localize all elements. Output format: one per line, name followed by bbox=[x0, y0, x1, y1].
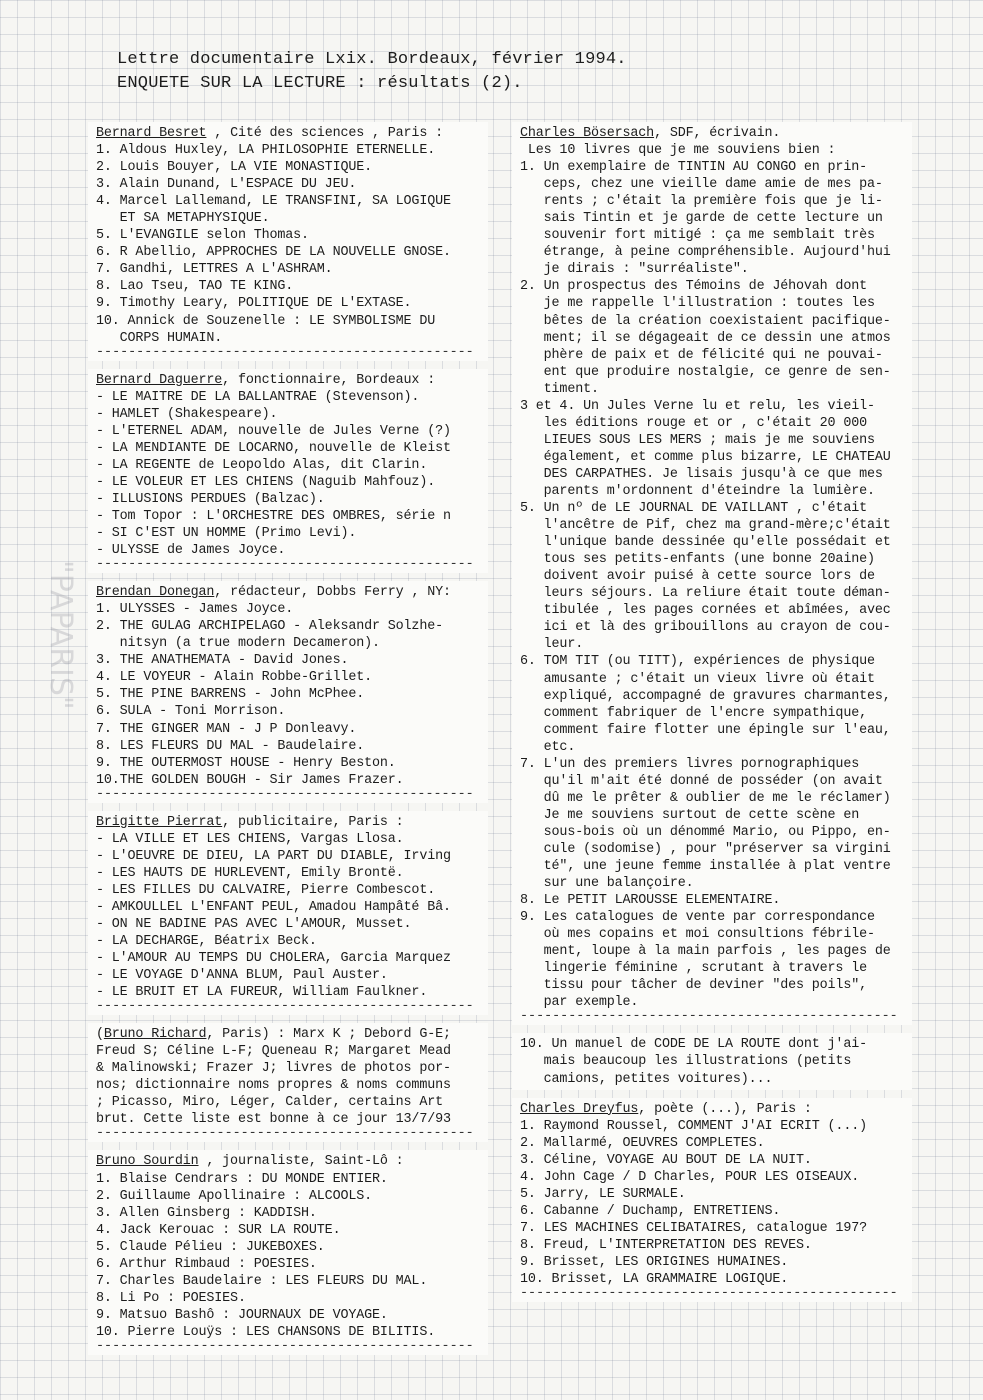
book-list-line: nitsyn (a true modern Decameron). bbox=[96, 636, 380, 652]
separator-line: ----------------------------------------------- bbox=[96, 1001, 474, 1014]
book-list-line: les éditions rouge et or , c'était 20 000 bbox=[520, 415, 867, 431]
book-list-line: 8. Lao Tseu, TAO TE KING. bbox=[96, 279, 294, 295]
book-list-line: leur. bbox=[520, 637, 584, 653]
book-list-line: 10. Pierre Louÿs : LES CHANSONS DE BILITIS. bbox=[96, 1324, 436, 1340]
respondent-description: , SDF, écrivain. bbox=[654, 126, 781, 141]
book-list-line: - LE BRUIT ET LA FUREUR, William Faulkner. bbox=[96, 985, 428, 1001]
book-list-line: 6. SULA - Toni Morrison. bbox=[96, 704, 286, 720]
book-list-line: & Malinowski; Frazer J; livres de photos por- bbox=[96, 1061, 451, 1077]
book-list-line: comment fabriquer de l'encre sympathique, bbox=[520, 705, 867, 721]
book-list-line: parents m'ordonnent d'éteindre la lumière. bbox=[520, 483, 875, 499]
book-list-line: 1. ULYSSES - James Joyce. bbox=[96, 602, 294, 618]
book-list-line: - LE VOYAGE D'ANNA BLUM, Paul Auster. bbox=[96, 968, 388, 984]
book-list-line: 4. LE VOYEUR - Alain Robbe-Grillet. bbox=[96, 670, 372, 686]
respondent-name: Bruno Sourdin bbox=[96, 1154, 199, 1170]
respondent-description: , publicitaire, Paris : bbox=[222, 814, 404, 830]
book-list-line: ; Picasso, Miro, Léger, Calder, certains Art bbox=[96, 1095, 443, 1111]
book-list-line: - Tom Topor : L'ORCHESTRE DES OMBRES, série n bbox=[96, 508, 451, 524]
separator-line: ----------------------------------------------- bbox=[520, 1288, 898, 1301]
book-list-line: Je me souviens surtout de cette scène en bbox=[520, 807, 860, 823]
respondent-entry bbox=[88, 369, 488, 574]
respondent-name: Bernard Besret bbox=[96, 126, 207, 141]
book-list-line: Les 10 livres que je me souviens bien : bbox=[520, 143, 836, 159]
respondent-description: , Paris) : Marx K ; Debord G-E; bbox=[206, 1027, 451, 1043]
book-list-line: 5. THE PINE BARRENS - John McPhee. bbox=[96, 687, 365, 703]
book-list-line: 4. John Cage / D Charles, POUR LES OISEAUX. bbox=[520, 1169, 860, 1185]
respondent-entry bbox=[88, 122, 488, 361]
book-list-line: - SI C'EST UN HOMME (Primo Levi). bbox=[96, 526, 357, 542]
book-list-line: - LES HAUTS DE HURLEVENT, Emily Brontë. bbox=[96, 865, 404, 881]
book-list-line: phère de paix et de félicité qui ne pouvai- bbox=[520, 347, 883, 363]
book-list-line: ment; il se dégageait de ce dessin une atmos bbox=[520, 330, 891, 346]
book-list-line: 8. Li Po : POESIES. bbox=[96, 1290, 246, 1306]
respondent-description: , journaliste, Saint-Lô : bbox=[198, 1154, 404, 1170]
respondent-entry bbox=[512, 1098, 912, 1303]
book-list-line: amusante ; c'était un vieux livre où était bbox=[520, 671, 875, 687]
book-list-line: 5. Un nº de LE JOURNAL DE VAILLANT , c'était bbox=[520, 501, 867, 517]
book-list-line: bêtes de la création coexistaient pacifique- bbox=[520, 313, 891, 329]
book-list-line: - L'AMOUR AU TEMPS DU CHOLERA, Garcia Marquez bbox=[96, 951, 451, 967]
book-list-line: 3. THE ANATHEMATA - David Jones. bbox=[96, 653, 349, 669]
respondent-heading bbox=[96, 372, 482, 389]
book-list-line: 2. Guillaume Apollinaire : ALCOOLS. bbox=[96, 1188, 372, 1204]
respondent-heading bbox=[96, 1153, 482, 1170]
book-list-line: ici et là des gribouillons au crayon de cou- bbox=[520, 620, 891, 636]
book-list-line: qu'il m'ait été donné de posséder (on avait bbox=[520, 773, 883, 789]
book-list-line: 2. Un prospectus des Témoins de Jéhovah dont bbox=[520, 279, 867, 295]
book-list-line: tissu pour tâcher de deviner "des poils", bbox=[520, 978, 867, 994]
book-list-line: également, et comme plus bizarre, LE CHATEAU bbox=[520, 449, 891, 465]
book-list-line: 7. Charles Baudelaire : LES FLEURS DU MAL. bbox=[96, 1273, 428, 1289]
book-list-line: LIEUES SOUS LES MERS ; mais je me souviens bbox=[520, 432, 875, 448]
book-list-line: je dirais : "surréaliste". bbox=[520, 262, 749, 278]
separator-line: ----------------------------------------------- bbox=[520, 1011, 898, 1024]
book-list-line: 6. TOM TIT (ou TITT), expériences de physique bbox=[520, 654, 875, 670]
separator-line: ----------------------------------------------- bbox=[96, 1128, 474, 1141]
respondent-description: , Cité des sciences , Paris : bbox=[206, 126, 443, 141]
respondent-heading bbox=[96, 814, 482, 831]
book-list-line: - LES FILLES DU CALVAIRE, Pierre Combescot. bbox=[96, 882, 436, 898]
book-list-line: 3. Céline, VOYAGE AU BOUT DE LA NUIT. bbox=[520, 1152, 812, 1168]
respondent-name: Brendan Donegan bbox=[96, 585, 215, 601]
book-list-line: 10. Un manuel de CODE DE LA ROUTE dont j'ai- bbox=[520, 1037, 867, 1053]
book-list-line: étrange, à peine compréhensible. Aujourd'hui bbox=[520, 245, 891, 261]
separator-line: ----------------------------------------------- bbox=[96, 1341, 474, 1353]
respondent-name: Charles Bösersach bbox=[520, 126, 655, 141]
book-list-line: camions, petites voitures)... bbox=[520, 1071, 773, 1087]
book-list-line: mais beaucoup les illustrations (petits bbox=[520, 1054, 852, 1070]
book-list-line: 8. Le PETIT LAROUSSE ELEMENTAIRE. bbox=[520, 893, 781, 909]
book-list-line: 4. Jack Kerouac : SUR LA ROUTE. bbox=[96, 1222, 341, 1238]
book-list-line: leurs séjours. La reliure était toute déman- bbox=[520, 586, 891, 602]
letter-title: Lettre documentaire Lxix. Bordeaux, février 1994. bbox=[117, 50, 627, 69]
book-list-line: 1. Blaise Cendrars : DU MONDE ENTIER. bbox=[96, 1171, 388, 1187]
book-list-line: - LE MAITRE DE LA BALLANTRAE (Stevenson). bbox=[96, 389, 420, 405]
book-list-line: 1. Un exemplaire de TINTIN AU CONGO en prin- bbox=[520, 160, 867, 176]
book-list-line: par exemple. bbox=[520, 995, 639, 1011]
book-list-line: cule (sodomise) , pour "préserver sa virgini bbox=[520, 841, 891, 857]
respondent-entry-continuation bbox=[512, 1033, 912, 1089]
book-list-line: l'ancêtre de Pif, chez ma grand-mère;c'était bbox=[520, 518, 891, 534]
respondent-entry bbox=[88, 581, 488, 803]
book-list-line: brut. Cette liste est bonne à ce jour 13/7/93 bbox=[96, 1112, 451, 1128]
book-list-line: 8. LES FLEURS DU MAL - Baudelaire. bbox=[96, 738, 365, 754]
book-list-line: 6. Cabanne / Duchamp, ENTRETIENS. bbox=[520, 1203, 781, 1219]
book-list-line: - L'ETERNEL ADAM, nouvelle de Jules Verne (?) bbox=[96, 423, 451, 439]
book-list-line: nos; dictionnaire noms propres & noms communs bbox=[96, 1078, 451, 1094]
heading-prefix: ( bbox=[96, 1027, 104, 1043]
book-list-line: 3. Alain Dunand, L'ESPACE DU JEU. bbox=[96, 177, 357, 193]
book-list-line: 3. Allen Ginsberg : KADDISH. bbox=[96, 1205, 317, 1221]
respondent-entry bbox=[88, 811, 488, 1016]
book-list-line: 2. THE GULAG ARCHIPELAGO - Aleksandr Solzhe- bbox=[96, 619, 443, 635]
book-list-line: tibulée , les pages cornées et abîmées, avec bbox=[520, 603, 891, 619]
margin-ghost-text-left: "PAPARIS" bbox=[43, 560, 78, 710]
respondent-description: , poète (...), Paris : bbox=[638, 1101, 812, 1117]
book-list-line: - ILLUSIONS PERDUES (Balzac). bbox=[96, 491, 325, 507]
respondent-name: Bernard Daguerre bbox=[96, 372, 223, 388]
book-list-line: Freud S; Céline L-F; Queneau R; Margaret Mead bbox=[96, 1044, 451, 1060]
book-list-line: etc. bbox=[520, 739, 576, 755]
left-column bbox=[88, 122, 488, 1363]
book-list-line: té", une jeune femme installée à plat ventre bbox=[520, 859, 891, 875]
book-list-line: l'unique bande dessinée qu'elle possédait et bbox=[520, 535, 891, 551]
separator-line: ----------------------------------------------- bbox=[96, 346, 474, 359]
book-list-line: sais Tintin et je garde de cette lecture un bbox=[520, 211, 883, 227]
book-list-line: 9. THE OUTERMOST HOUSE - Henry Beston. bbox=[96, 755, 396, 771]
book-list-line: - LA VILLE ET LES CHIENS, Vargas Llosa. bbox=[96, 831, 404, 847]
book-list-line: ET SA METAPHYSIQUE. bbox=[96, 211, 270, 227]
book-list-line: - LA REGENTE de Leopoldo Alas, dit Clarin. bbox=[96, 457, 428, 473]
book-list-line: 6. R Abellio, APPROCHES DE LA NOUVELLE GNOSE. bbox=[96, 245, 451, 261]
book-list-line: 1. Raymond Roussel, COMMENT J'AI ECRIT (...) bbox=[520, 1118, 867, 1134]
book-list-line: tous ses petits-enfants (une bonne 20aine) bbox=[520, 552, 875, 568]
book-list-line: timent. bbox=[520, 381, 599, 397]
book-list-line: 4. Marcel Lallemand, LE TRANSFINI, SA LOGIQUE bbox=[96, 194, 451, 210]
book-list-line: expliqué, accompagné de gravures charmantes, bbox=[520, 688, 891, 704]
book-list-line: souvenir fort mitigé : ça me semblait très bbox=[520, 228, 875, 244]
book-list-line: 7. Gandhi, LETTRES A L'ASHRAM. bbox=[96, 262, 333, 278]
book-list-line: 7. THE GINGER MAN - J P Donleavy. bbox=[96, 721, 357, 737]
book-list-line: dû me le prêter & oublier de me le réclamer) bbox=[520, 790, 891, 806]
book-list-line: 5. Claude Pélieu : JUKEBOXES. bbox=[96, 1239, 325, 1255]
respondent-heading bbox=[520, 1101, 906, 1118]
respondent-heading bbox=[520, 125, 906, 142]
respondent-heading bbox=[96, 125, 482, 142]
book-list-line: lingerie féminine , scrutant à travers le bbox=[520, 961, 867, 977]
book-list-line: comment faire flotter une épingle sur l'eau, bbox=[520, 722, 891, 738]
respondent-entry bbox=[512, 122, 912, 1025]
book-list-line: 1. Aldous Huxley, LA PHILOSOPHIE ETERNELLE. bbox=[96, 143, 436, 159]
survey-title: ENQUETE SUR LA LECTURE : résultats (2). bbox=[117, 74, 523, 93]
book-list-line: 10.THE GOLDEN BOUGH - Sir James Frazer. bbox=[96, 772, 404, 788]
right-column bbox=[512, 122, 912, 1310]
book-list-line: je me rappelle l'illustration : toutes les bbox=[520, 296, 875, 312]
respondent-entry bbox=[88, 1023, 488, 1142]
book-list-line: 3 et 4. Un Jules Verne lu et relu, les vieil- bbox=[520, 398, 875, 414]
book-list-line: DES CARPATHES. Je lisais jusqu'à ce que mes bbox=[520, 466, 883, 482]
book-list-line: - HAMLET (Shakespeare). bbox=[96, 406, 278, 422]
book-list-line: 5. L'EVANGILE selon Thomas. bbox=[96, 228, 309, 244]
book-list-line: - ULYSSE de James Joyce. bbox=[96, 543, 286, 559]
book-list-line: sur une balançoire. bbox=[520, 876, 694, 892]
book-list-line: 7. LES MACHINES CELIBATAIRES, catalogue 197? bbox=[520, 1220, 867, 1236]
book-list-line: ent que produire nostalgie, ce genre de sen- bbox=[520, 364, 891, 380]
book-list-line: 5. Jarry, LE SURMALE. bbox=[520, 1186, 686, 1202]
book-list-line: 10. Annick de Souzenelle : LE SYMBOLISME DU bbox=[96, 313, 436, 329]
book-list-line: 7. L'un des premiers livres pornographiques bbox=[520, 756, 860, 772]
book-list-line: 8. Freud, L'INTERPRETATION DES REVES. bbox=[520, 1237, 812, 1253]
respondent-description: , fonctionnaire, Bordeaux : bbox=[222, 372, 436, 388]
respondent-name: Charles Dreyfus bbox=[520, 1101, 639, 1117]
respondent-name: Brigitte Pierrat bbox=[96, 814, 223, 830]
book-list-line: 9. Timothy Leary, POLITIQUE DE L'EXTASE. bbox=[96, 296, 412, 312]
book-list-line: - LE VOLEUR ET LES CHIENS (Naguib Mahfouz). bbox=[96, 474, 436, 490]
book-list-line: sous-bois où un dénommé Mario, ou Pippo, en- bbox=[520, 824, 891, 840]
respondent-name: Bruno Richard bbox=[103, 1027, 207, 1043]
respondent-heading bbox=[96, 584, 482, 601]
page-header bbox=[117, 48, 627, 96]
book-list-line: 9. Matsuo Bashô : JOURNAUX DE VOYAGE. bbox=[96, 1307, 388, 1323]
book-list-line: 9. Les catalogues de vente par correspondance bbox=[520, 910, 875, 926]
respondent-description: , rédacteur, Dobbs Ferry , NY: bbox=[214, 585, 451, 601]
book-list-line: 2. Mallarmé, OEUVRES COMPLETES. bbox=[520, 1135, 765, 1151]
book-list-line: 2. Louis Bouyer, LA VIE MONASTIQUE. bbox=[96, 160, 372, 176]
book-list-line: - LA DECHARGE, Béatrix Beck. bbox=[96, 934, 317, 950]
book-list-line: 9. Brisset, LES ORIGINES HUMAINES. bbox=[520, 1255, 789, 1270]
book-list-line: 6. Arthur Rimbaud : POESIES. bbox=[96, 1256, 317, 1272]
book-list-line: doivent avoir puisé à cette source lors de bbox=[520, 569, 875, 585]
separator-line: ----------------------------------------------- bbox=[96, 788, 474, 801]
book-list-line: CORPS HUMAIN. bbox=[96, 330, 223, 346]
separator-line: ----------------------------------------------- bbox=[96, 559, 474, 572]
respondent-entry bbox=[88, 1150, 488, 1355]
book-list-line: où mes copains et moi consultions fébrile- bbox=[520, 927, 875, 943]
book-list-line: ment, loupe à la main parfois , les pages de bbox=[520, 944, 891, 960]
book-list-line: - AMKOULLEL L'ENFANT PEUL, Amadou Hampâté Bâ. bbox=[96, 899, 451, 915]
book-list-line: ceps, chez une vieille dame amie de mes pa- bbox=[520, 177, 883, 193]
book-list-line: - ON NE BADINE PAS AVEC L'AMOUR, Musset. bbox=[96, 916, 412, 932]
book-list-line: 10. Brisset, LA GRAMMAIRE LOGIQUE. bbox=[520, 1272, 789, 1288]
book-list-line: rents ; c'était la première fois que je li- bbox=[520, 194, 883, 210]
book-list-line: - LA MENDIANTE DE LOCARNO, nouvelle de Kleist bbox=[96, 440, 451, 456]
book-list-line: - L'OEUVRE DE DIEU, LA PART DU DIABLE, Irving bbox=[96, 848, 451, 864]
respondent-heading bbox=[96, 1026, 482, 1043]
